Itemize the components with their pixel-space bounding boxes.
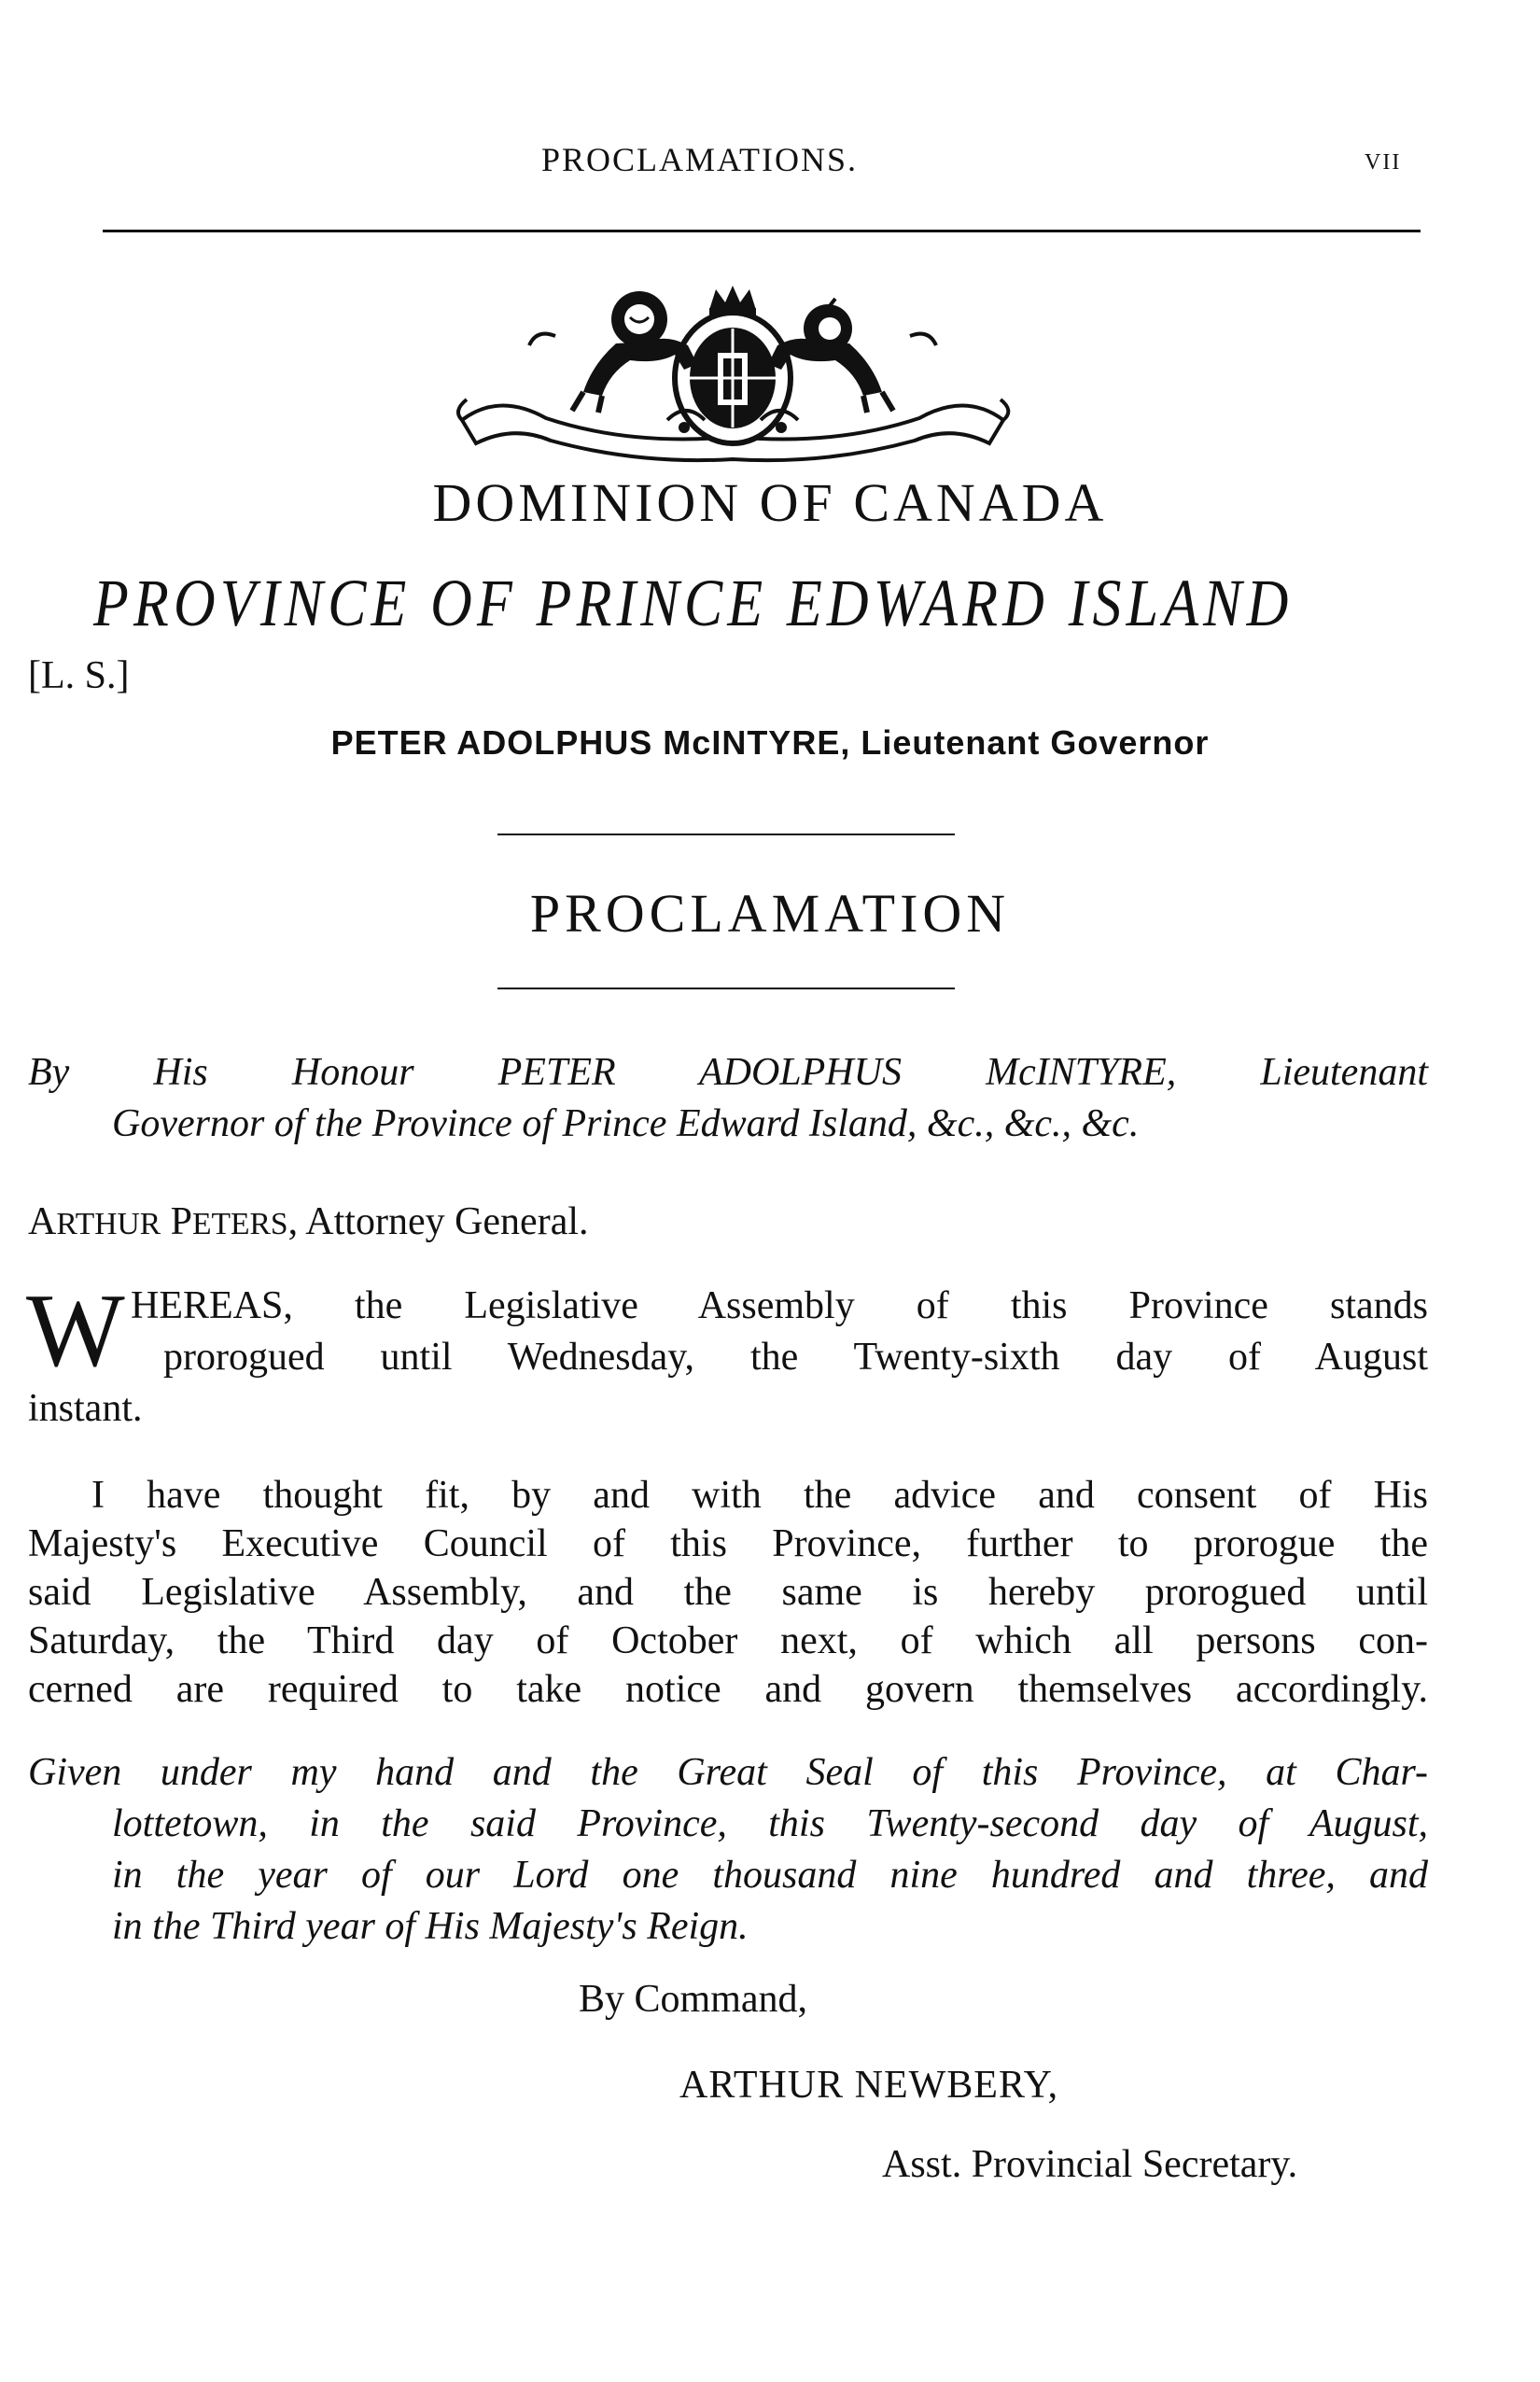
signatory-title: Asst. Provincial Secretary. bbox=[882, 2143, 1298, 2186]
attorney-initial-last: P bbox=[170, 1200, 192, 1243]
by-command: By Command, bbox=[579, 1978, 808, 2021]
title-rule-top bbox=[497, 834, 955, 835]
royal-coat-of-arms-icon bbox=[443, 280, 1022, 467]
authority-line-2: Governor of the Province of Prince Edward Island, &c., &c., &c. bbox=[112, 1102, 1140, 1145]
paragraph-line-1: I have thought fit, by and with the advice and consent of His bbox=[91, 1474, 1428, 1517]
title-rule-bottom bbox=[497, 988, 955, 989]
attorney-line bbox=[28, 1199, 589, 1244]
given-line-1: Given under my hand and the Great Seal of this Province, at Char- bbox=[28, 1751, 1428, 1794]
whereas-line-1: HEREAS, the Legislative Assembly of this Province stands bbox=[131, 1284, 1428, 1327]
paragraph-line-4: Saturday, the Third day of October next, of which all persons con- bbox=[28, 1619, 1428, 1662]
attorney-last-name-rest: ETERS bbox=[192, 1207, 288, 1241]
signatory-name: ARTHUR NEWBERY, bbox=[679, 2064, 1059, 2107]
whereas-line-3: instant. bbox=[28, 1387, 143, 1430]
governor-line: PETER ADOLPHUS McINTYRE, Lieutenant Governor bbox=[330, 723, 1210, 762]
whereas-line-2: prorogued until Wednesday, the Twenty-sixth day of August bbox=[163, 1336, 1428, 1379]
given-line-3: in the year of our Lord one thousand nine hundred and three, and bbox=[112, 1854, 1428, 1897]
paragraph-line-3: said Legislative Assembly, and the same is hereby prorogued until bbox=[28, 1571, 1428, 1614]
drop-cap: W bbox=[26, 1273, 125, 1389]
dominion-heading: DOMINION OF CANADA bbox=[432, 472, 1108, 533]
paragraph-line-2: Majesty's Executive Council of this Province, further to prorogue the bbox=[28, 1522, 1428, 1565]
attorney-role: , Attorney General. bbox=[287, 1200, 589, 1243]
given-line-2: lottetown, in the said Province, this Twenty-second day of August, bbox=[112, 1802, 1428, 1845]
running-head bbox=[0, 140, 1540, 196]
attorney-first-name-rest: RTHUR bbox=[56, 1207, 161, 1241]
running-head-title: PROCLAMATIONS. bbox=[541, 141, 859, 178]
attorney-initial-first: A bbox=[28, 1200, 57, 1243]
given-line-4: in the Third year of His Majesty's Reign. bbox=[112, 1905, 749, 1948]
page-number: vii bbox=[1365, 142, 1402, 176]
seal-label: [L. S.] bbox=[28, 654, 130, 697]
province-heading: PROVINCE OF PRINCE EDWARD ISLAND bbox=[93, 566, 1294, 640]
proclamation-title: PROCLAMATION bbox=[529, 883, 1011, 944]
authority-line-1: By His Honour PETER ADOLPHUS McINTYRE, Lieutenant bbox=[28, 1051, 1428, 1094]
header-rule bbox=[103, 230, 1421, 232]
paragraph-line-5: cerned are required to take notice and govern themselves accordingly. bbox=[28, 1668, 1428, 1711]
